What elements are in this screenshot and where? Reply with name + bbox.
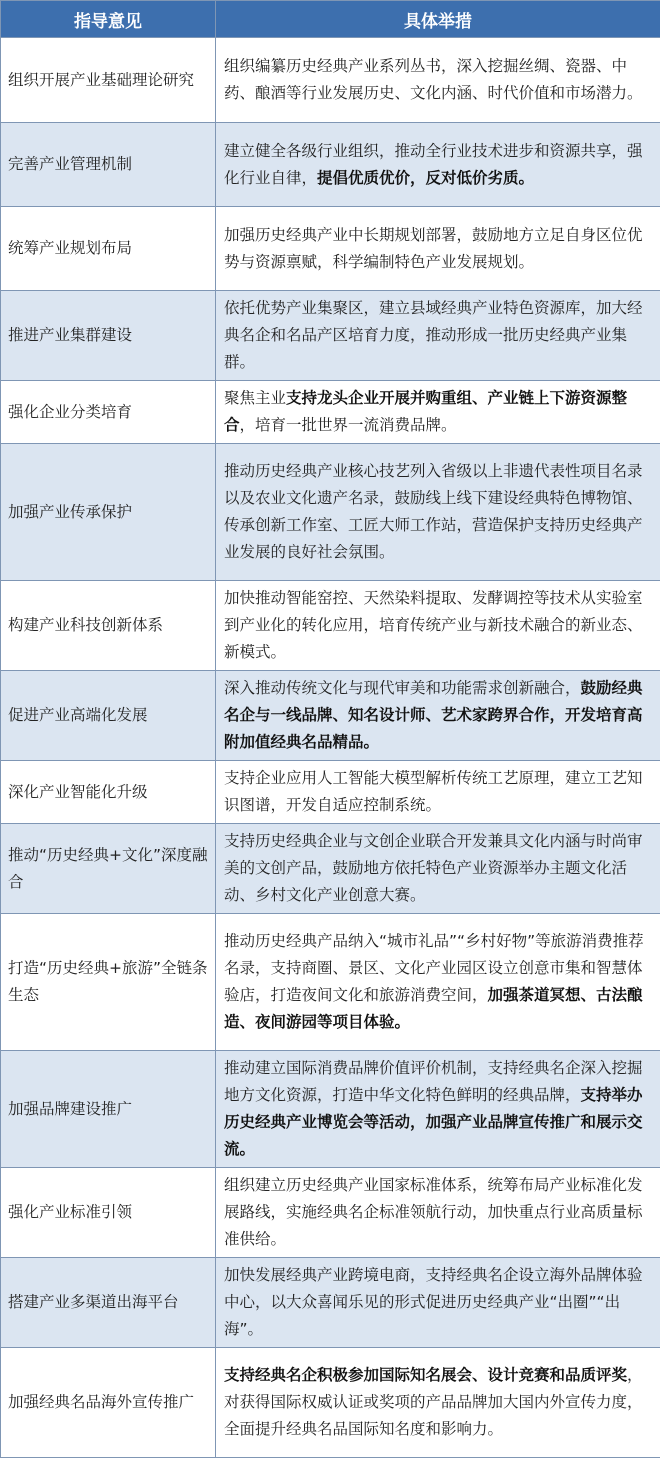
table-row	[1, 761, 660, 824]
guidance-cell: 强化企业分类培育	[1, 381, 216, 444]
table-row	[1, 38, 660, 123]
guidance-cell: 加强经典名品海外宣传推广	[1, 1348, 216, 1458]
measure-emphasis: 提倡优质优价，反对低价劣质。	[317, 169, 534, 187]
guidance-cell: 促进产业高端化发展	[1, 671, 216, 761]
measure-text: 建立健全各级行业组织，推动全行业技术进步和资源共享，强化行业自律，	[224, 142, 643, 187]
measures-cell	[216, 444, 660, 581]
measures-cell	[216, 761, 660, 824]
guidance-cell: 搭建产业多渠道出海平台	[1, 1258, 216, 1348]
measures-cell	[216, 1348, 660, 1458]
guidance-cell: 加强产业传承保护	[1, 444, 216, 581]
table-row	[1, 1348, 660, 1458]
table-row	[1, 581, 660, 671]
measure-text: ，培育一批世界一流消费品牌。	[240, 416, 457, 434]
guidance-cell: 完善产业管理机制	[1, 123, 216, 207]
measures-cell	[216, 1258, 660, 1348]
measures-cell	[216, 1168, 660, 1258]
guidance-cell: 统筹产业规划布局	[1, 207, 216, 291]
measure-text: 加快推动智能窑控、天然染料提取、发酵调控等技术从实验室到产业化的转化应用，培育传统产业与新技术融合的新业态、新模式。	[224, 589, 643, 661]
guidance-cell: 推进产业集群建设	[1, 291, 216, 381]
measures-cell	[216, 123, 660, 207]
guidance-cell: 组织开展产业基础理论研究	[1, 38, 216, 123]
guidance-cell: 打造“历史经典+旅游”全链条生态	[1, 914, 216, 1051]
table-row	[1, 914, 660, 1051]
table-row	[1, 123, 660, 207]
table-row	[1, 207, 660, 291]
measure-text: 聚焦主业	[224, 389, 286, 407]
table-row	[1, 671, 660, 761]
guidance-cell: 加强品牌建设推广	[1, 1051, 216, 1168]
measure-emphasis: 加强茶道冥想、古法酿造、夜间游园等项目体验。	[224, 986, 643, 1031]
measure-text: 深入推动传统文化与现代审美和功能需求创新融合，	[224, 679, 581, 697]
measure-text: 加强历史经典产业中长期规划部署，鼓励地方立足自身区位优势与资源禀赋，科学编制特色产业发展规划。	[224, 226, 643, 271]
measure-text: 推动历史经典产业核心技艺列入省级以上非遗代表性项目名录以及农业文化遗产名录，鼓励线上线下建设经典特色博物馆、传承创新工作室、工匠大师工作站，营造保护支持历史经典产业发展的良好社会氛围。	[224, 462, 643, 561]
table-row	[1, 291, 660, 381]
measures-cell	[216, 381, 660, 444]
measure-text: 推动建立国际消费品牌价值评价机制，支持经典名企深入挖掘地方文化资源，打造中华文化特色鲜明的经典品牌，	[224, 1059, 643, 1104]
measure-emphasis: 鼓励经典名企与一线品牌、知名设计师、艺术家跨界合作，开发培育高附加值经典名品精品。	[224, 679, 643, 751]
measures-cell	[216, 291, 660, 381]
header-measures: 具体举措	[216, 1, 660, 38]
table-row	[1, 444, 660, 581]
table-body	[1, 38, 660, 1458]
measures-cell	[216, 38, 660, 123]
guidance-cell: 构建产业科技创新体系	[1, 581, 216, 671]
header-guidance: 指导意见	[1, 1, 216, 38]
measure-text: 支持历史经典企业与文创企业联合开发兼具文化内涵与时尚审美的文创产品，鼓励地方依托特色产业资源举办主题文化活动、乡村文化产业创意大赛。	[224, 832, 643, 904]
measures-cell	[216, 824, 660, 914]
measure-emphasis: 支持经典名企积极参加国际知名展会、设计竞赛和品质评奖	[224, 1366, 627, 1384]
measure-text: 组织编纂历史经典产业系列丛书，深入挖掘丝绸、瓷器、中药、酿酒等行业发展历史、文化内涵、时代价值和市场潜力。	[224, 57, 643, 102]
measure-emphasis: 支持举办历史经典产业博览会等活动，加强产业品牌宣传推广和展示交流。	[224, 1086, 643, 1158]
table-row	[1, 824, 660, 914]
measure-text: 支持企业应用人工智能大模型解析传统工艺原理，建立工艺知识图谱，开发自适应控制系统。	[224, 769, 643, 814]
measure-text: 组织建立历史经典产业国家标准体系，统筹布局产业标准化发展路线，实施经典名企标准领航行动，加快重点行业高质量标准供给。	[224, 1176, 643, 1248]
table-row	[1, 1168, 660, 1258]
table-row	[1, 1051, 660, 1168]
measures-cell	[216, 207, 660, 291]
measure-text: 加快发展经典产业跨境电商，支持经典名企设立海外品牌体验中心，以大众喜闻乐见的形式促进历史经典产业“出圈”“出海”。	[224, 1266, 643, 1338]
guidance-cell: 推动“历史经典+文化”深度融合	[1, 824, 216, 914]
header-row	[1, 1, 660, 38]
measure-emphasis: 支持龙头企业开展并购重组、产业链上下游资源整合	[224, 389, 627, 434]
measures-cell	[216, 1051, 660, 1168]
table-row	[1, 1258, 660, 1348]
measure-text: 依托优势产业集聚区，建立县域经典产业特色资源库，加大经典名企和名品产区培育力度，推动形成一批历史经典产业集群。	[224, 299, 643, 371]
measures-cell	[216, 581, 660, 671]
table-row	[1, 381, 660, 444]
measures-cell	[216, 671, 660, 761]
guidance-cell: 深化产业智能化升级	[1, 761, 216, 824]
measure-text: 推动历史经典产品纳入“城市礼品”“乡村好物”等旅游消费推荐名录，支持商圈、景区、文化产业园区设立创意市集和智慧体验店，打造夜间文化和旅游消费空间，	[224, 932, 644, 1004]
guidance-cell: 强化产业标准引领	[1, 1168, 216, 1258]
measure-text: ，对获得国际权威认证或奖项的产品品牌加大国内外宣传力度，全面提升经典名品国际知名度和影响力。	[224, 1366, 643, 1438]
measures-cell	[216, 914, 660, 1051]
